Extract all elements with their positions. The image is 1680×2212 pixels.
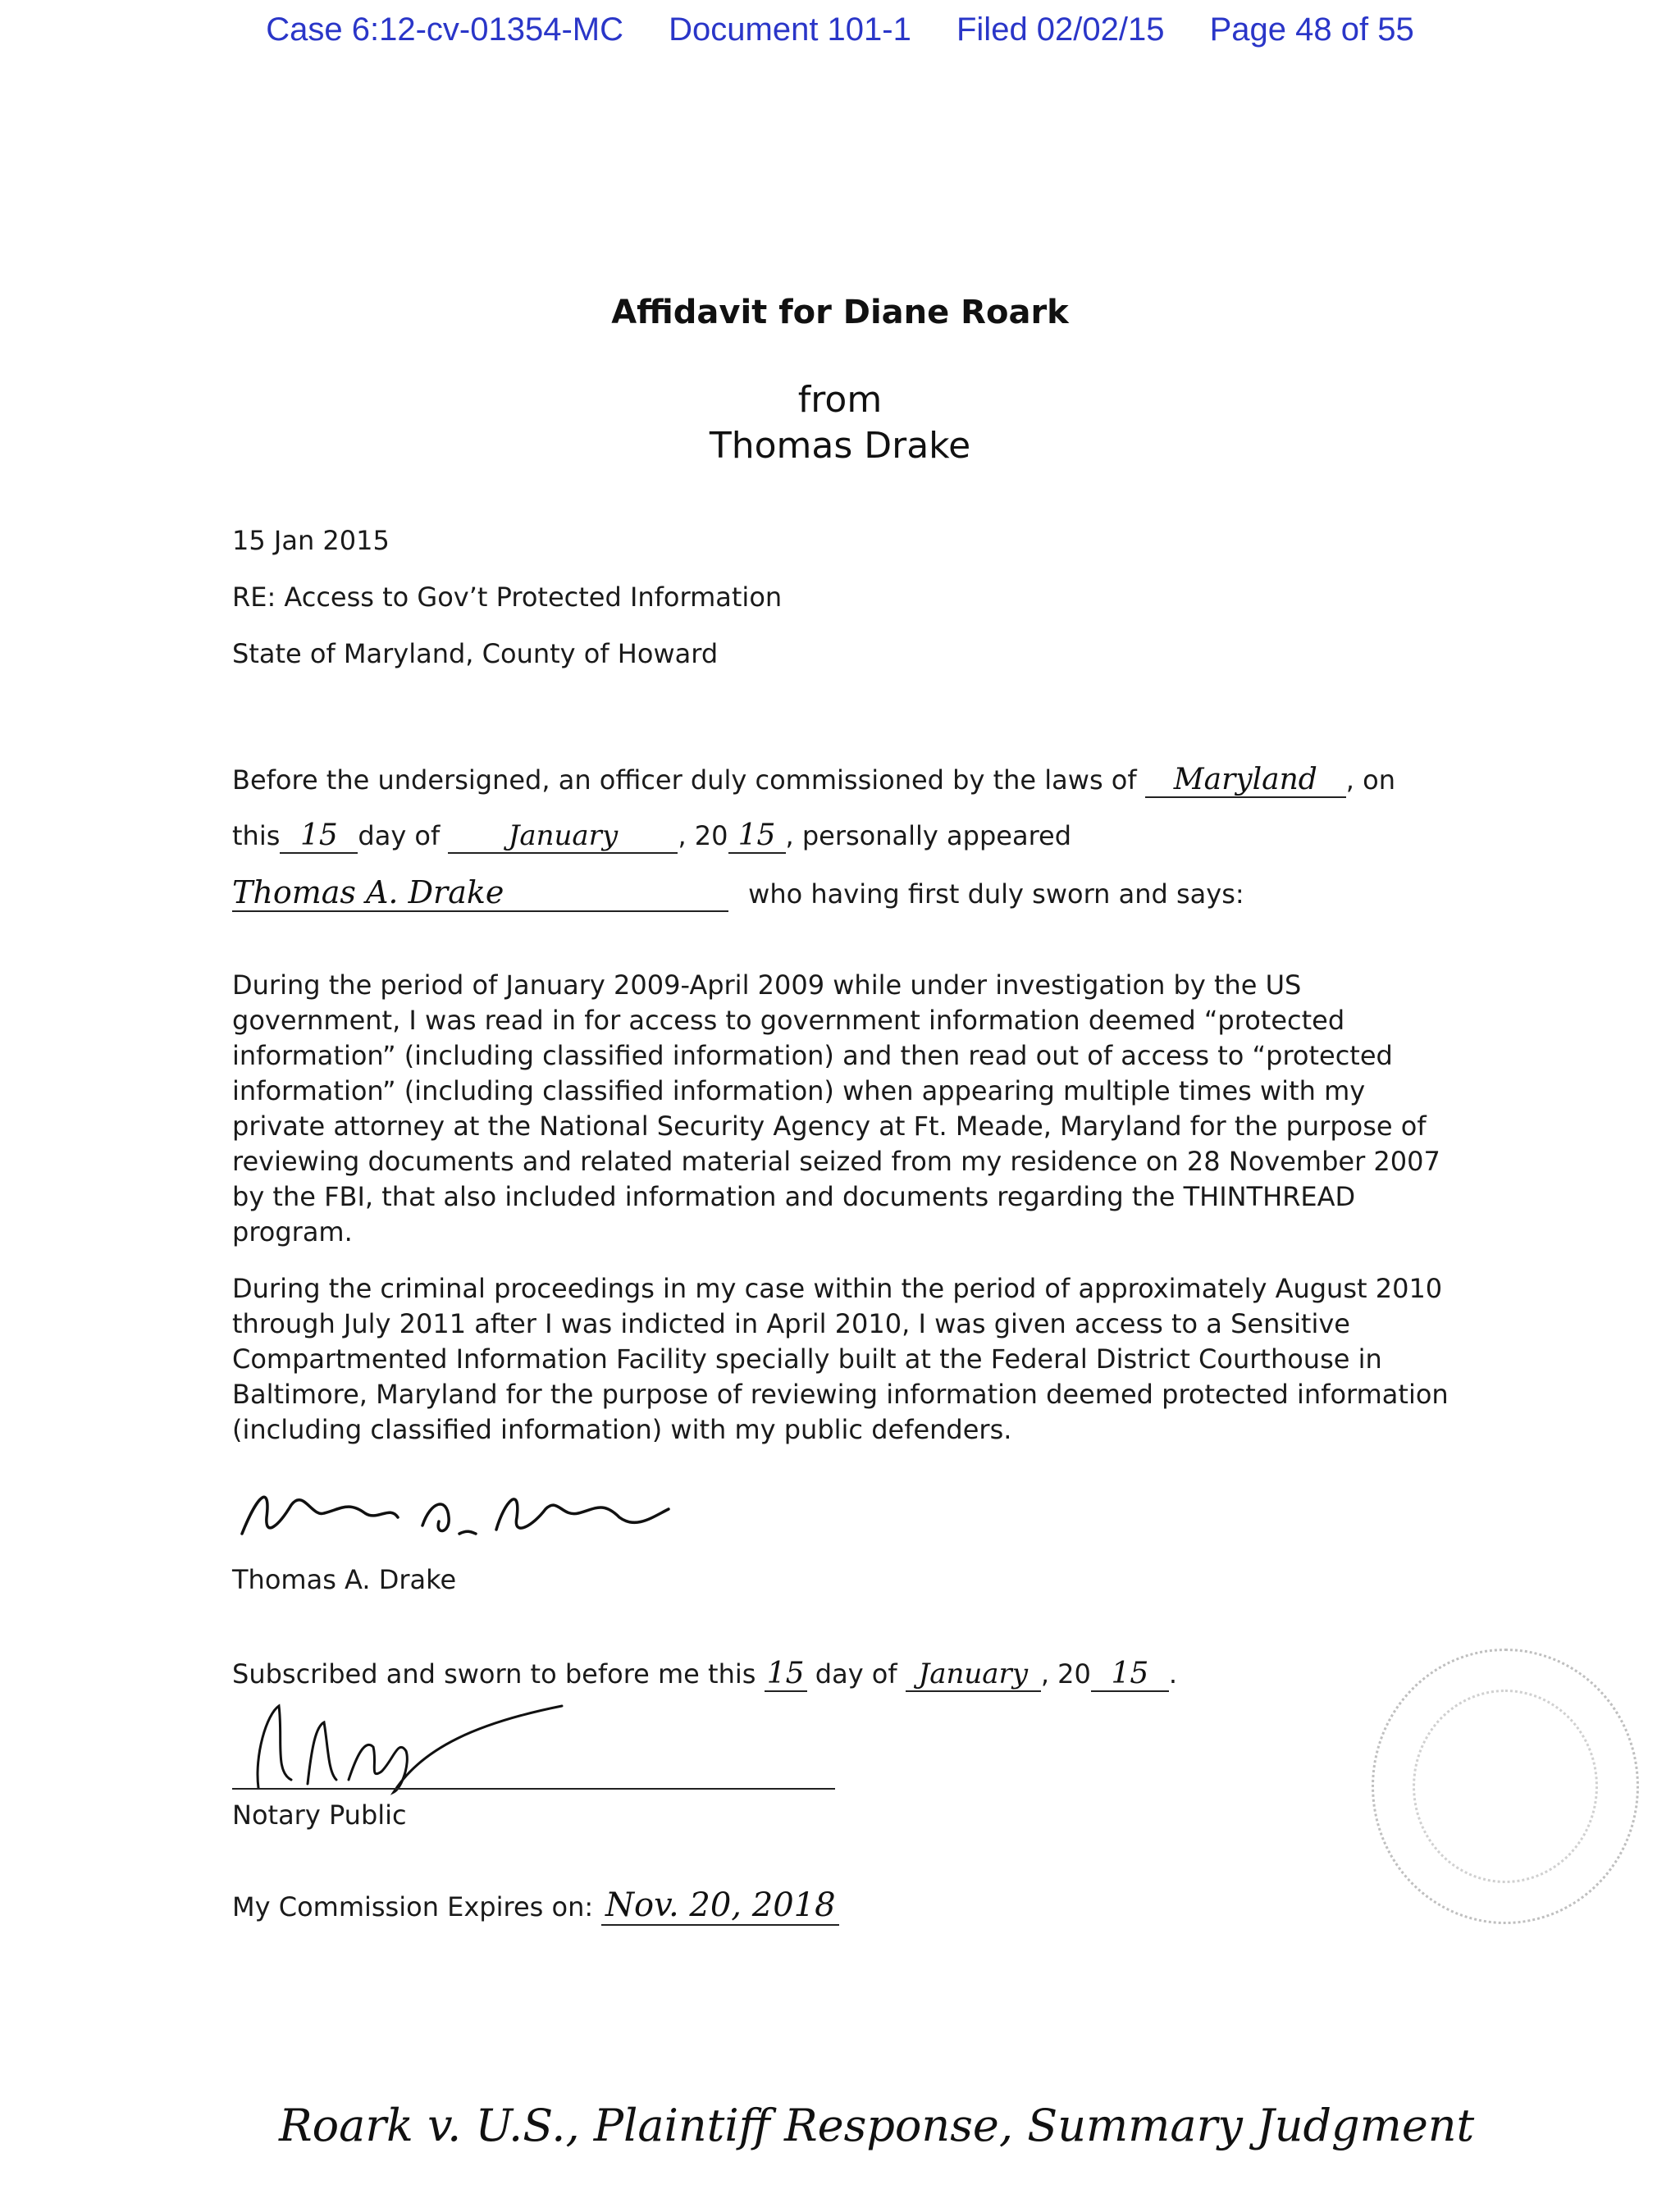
oath-text-on: , on — [1345, 764, 1395, 796]
re-line: RE: Access to Gov’t Protected Information — [232, 582, 783, 613]
case-number: Case 6:12-cv-01354-MC — [266, 11, 623, 48]
notary-signature-line — [232, 1788, 835, 1790]
subscribed-text: Subscribed and sworn to before me this — [232, 1658, 756, 1690]
case-header — [0, 11, 1680, 48]
handwritten-subscribed-year: 15 — [1091, 1657, 1169, 1692]
oath-line-3 — [232, 874, 1244, 912]
this-label: this — [232, 820, 281, 851]
handwritten-subscribed-month: January — [906, 1658, 1041, 1692]
day-of-label: day of — [358, 820, 441, 851]
handwritten-year: 15 — [728, 819, 786, 854]
subscribed-line — [232, 1657, 1177, 1692]
handwritten-day: 15 — [280, 819, 358, 854]
commission-label: My Commission Expires on: — [232, 1891, 594, 1922]
handwritten-subscribed-day: 15 — [765, 1657, 807, 1692]
handwritten-affiant-name: Thomas A. Drake — [232, 874, 728, 912]
appeared-text: , personally appeared — [785, 820, 1072, 851]
handwritten-footer-note: Roark v. U.S., Plaintiff Response, Summary Judgment — [279, 2100, 1475, 2151]
author-name: Thomas Drake — [709, 425, 971, 467]
document-date: 15 Jan 2015 — [232, 525, 390, 556]
page-number: Page 48 of 55 — [1209, 11, 1414, 48]
commission-line — [232, 1886, 839, 1926]
paragraph-2: During the criminal proceedings in my case within the period of approximately August 2010 through July 2011 after I was indicted in April 2010, I was given access to a Sensitive Compartmented Information Facility specially built at the Federal District Courthouse in Baltimore, Maryland for the purpose of reviewing information deemed protected information (including classified information) with my public defenders. — [232, 1273, 1449, 1445]
subscribed-year-prefix: , 20 — [1040, 1658, 1091, 1690]
handwritten-month: January — [448, 819, 678, 854]
affiant-name: Thomas A. Drake — [232, 1564, 457, 1595]
subscribed-day-of: day of — [815, 1658, 897, 1690]
affiant-signature — [234, 1468, 693, 1558]
subscribed-end: . — [1168, 1658, 1178, 1690]
oath-line-2 — [232, 819, 1071, 854]
paragraph-1: During the period of January 2009-April 2009 while under investigation by the US government, I was read in for access to government information deemed “protected information” (including classified information) and then read out of access to “protected information” (including classified information) when appearing multiple times with my private attorney at the National Security Agency at Ft. Meade, Maryland for the purpose of reviewing documents and related material seized from my residence on 28 November 2007 by the FBI, that also included information and documents regarding the THINTHREAD program. — [232, 969, 1440, 1247]
document-title: Affidavit for Diane Roark — [611, 294, 1069, 331]
oath-line-1 — [232, 763, 1395, 798]
notary-seal-inner-ring — [1413, 1690, 1598, 1883]
jurisdiction-line: State of Maryland, County of Howard — [232, 638, 719, 669]
handwritten-commission-date: Nov. 20, 2018 — [601, 1886, 839, 1926]
oath-text: Before the undersigned, an officer duly commissioned by the laws of — [232, 764, 1137, 796]
handwritten-state: Maryland — [1145, 763, 1346, 798]
sworn-text: who having first duly sworn and says: — [748, 878, 1244, 910]
notary-label: Notary Public — [232, 1799, 407, 1831]
document-number: Document 101-1 — [669, 11, 911, 48]
from-label: from — [797, 379, 883, 421]
filed-date: Filed 02/02/15 — [956, 11, 1165, 48]
notary-signature — [234, 1690, 578, 1796]
year-prefix: , 20 — [678, 820, 728, 851]
